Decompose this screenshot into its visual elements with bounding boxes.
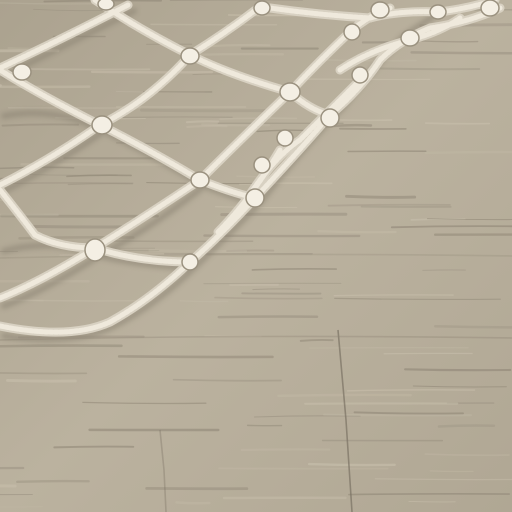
net-knot <box>401 30 419 46</box>
wood-grain-streak <box>17 481 88 482</box>
wood-grain-streak <box>409 501 455 502</box>
net-knot <box>352 67 368 83</box>
wood-grain-streak <box>318 231 395 232</box>
wood-grain-streak <box>379 68 480 69</box>
net-knot <box>182 254 198 270</box>
net-knot <box>430 5 446 19</box>
net-knot <box>98 0 114 10</box>
net-knot <box>254 1 270 15</box>
net-knot <box>481 0 499 16</box>
wood-grain-streak <box>219 317 317 318</box>
wood-grain-streak <box>7 380 75 381</box>
net-knot <box>85 239 105 261</box>
wood-grain-streak <box>92 72 212 73</box>
net-knot <box>254 157 270 173</box>
wood-grain-streak <box>309 464 395 465</box>
wood-grain-streak <box>349 494 509 495</box>
wood-grain-streak <box>54 447 133 448</box>
wood-grain-streak <box>329 205 450 206</box>
wood-grain-streak <box>30 226 127 227</box>
net-knot <box>280 83 300 101</box>
wood-grain-streak <box>439 425 494 426</box>
wood-grain-streak <box>412 52 512 53</box>
wood-grain-streak <box>119 356 272 357</box>
net-knot <box>181 48 199 64</box>
wood-grain-streak <box>177 502 210 503</box>
wood-grain-streak <box>0 373 86 374</box>
net-knot <box>92 116 112 134</box>
wood-grain-streak <box>187 121 218 122</box>
wood-grain-streak <box>206 45 269 46</box>
wood-grain-streak <box>0 346 121 347</box>
wood-grain-streak <box>142 110 268 111</box>
wood-grain-streak <box>435 326 512 327</box>
wood-grain-streak <box>2 124 78 125</box>
wood-grain-streak <box>426 152 512 153</box>
wood-grain-streak <box>174 380 281 381</box>
wood-grain-streak <box>180 301 228 302</box>
net-knot <box>344 24 360 40</box>
wood-grain-streak <box>405 369 510 370</box>
net-knot <box>13 64 31 80</box>
wood-grain-streak <box>347 196 415 197</box>
net-knot <box>371 2 389 18</box>
wood-grain-streak <box>430 471 473 472</box>
wood-grain-streak <box>0 214 57 215</box>
wood-grain-streak <box>426 123 490 124</box>
net-knot <box>277 130 293 146</box>
net-knot <box>191 172 209 188</box>
wood-grain-streak <box>0 86 89 87</box>
wood-grain-streak <box>194 54 283 55</box>
net-knot <box>321 109 339 127</box>
wood-grain-streak <box>242 449 330 450</box>
wood-grain-streak <box>301 340 333 341</box>
net-knot <box>246 189 264 207</box>
